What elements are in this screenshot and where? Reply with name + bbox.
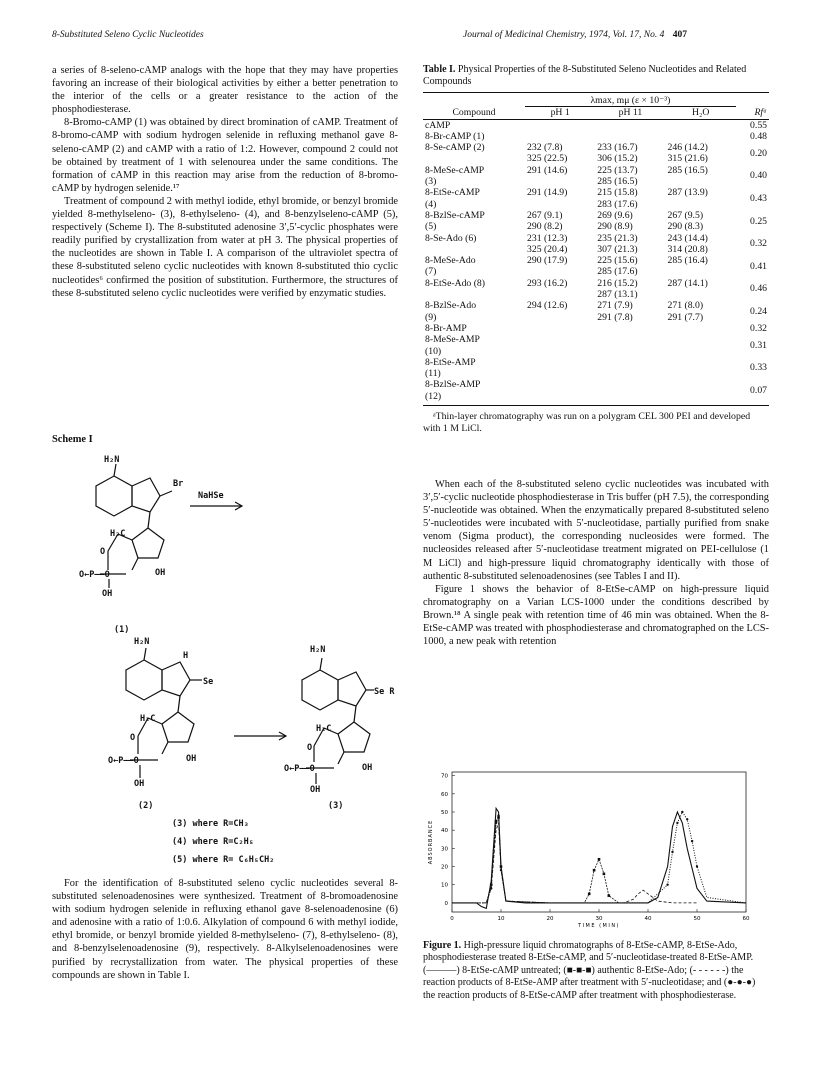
oh-label: OH xyxy=(155,568,166,578)
table-row xyxy=(423,255,769,278)
series-marker-dot xyxy=(681,811,683,813)
table-cell-h2o: 287 (13.9) xyxy=(667,187,708,199)
table-cell-h2o: 243 (14.4) 314 (20.8) xyxy=(667,232,708,255)
y-tick-label: 30 xyxy=(441,846,448,853)
table-cell-ph11 xyxy=(595,357,665,380)
figure-caption xyxy=(423,940,769,1002)
table-cell-ph1 xyxy=(525,119,595,131)
table-cell-h2o: 285 (16.5) xyxy=(667,164,708,176)
p-oh-label: OH xyxy=(102,589,113,599)
lambda-header: λmax, mμ (ε × 10⁻³) xyxy=(525,93,736,107)
table-row xyxy=(423,357,769,380)
y-tick-label: 60 xyxy=(441,791,448,798)
blank-header xyxy=(423,93,525,107)
table-cell-ph1: 232 (7.8) 325 (22.5) xyxy=(527,142,568,165)
table-cell-rf: 0.32 xyxy=(750,322,767,334)
p-oh-label: OH xyxy=(310,785,321,795)
table-cell-ph1 xyxy=(525,323,595,334)
table-body xyxy=(423,119,769,402)
table-row xyxy=(423,187,769,210)
table-cell-ph11 xyxy=(595,379,665,402)
x-tick-label: 10 xyxy=(497,916,505,922)
table-title-text: Physical Properties of the 8-Substituted Seleno Nucleotides and Related Compounds xyxy=(423,64,747,87)
table-label: Table I. xyxy=(423,64,456,75)
y-tick-label: 20 xyxy=(441,864,448,871)
series-marker-dot xyxy=(490,887,492,889)
table-row xyxy=(423,300,769,323)
table-cell-ph11: 225 (15.6) 285 (17.6) xyxy=(597,255,638,278)
x-tick-label: 40 xyxy=(644,916,652,922)
table-cell-ph11 xyxy=(595,323,665,334)
series-marker-dot xyxy=(500,869,502,871)
table-cell-rf: 0.40 xyxy=(750,170,767,182)
imidazole-ring xyxy=(132,478,160,512)
table-cell-rf: 0.07 xyxy=(750,385,767,397)
amine-label: H₂N xyxy=(134,637,150,647)
table-cell-h2o: 285 (16.4) xyxy=(667,255,708,267)
table-cell-ph1 xyxy=(525,357,595,380)
left-column-top xyxy=(52,64,398,300)
table-title xyxy=(423,64,769,88)
series-marker-dot xyxy=(696,865,698,867)
paragraph: Treatment of compound 2 with methyl iodide, ethyl bromide, or benzyl bromide yielded 8-methylseleno- (3), 8-ethylseleno- (4), and 8-benzylseleno-cAMP (5), respectively (Scheme I). The 8-substituted adenosine 3′,5′-cyclic phosphates were readily purified by crystallization from water at pH 3. The physical properties of the nucleotides are shown in Table I. A comparison of the ultraviolet spectra of these 8-substituted seleno cyclic nucleotides with known 8-substituted thio cyclic nucleotides⁶ confirmed the position of substitution. Furthermore, the structures of these 8-substituted seleno cyclic nucleotides were verified by enzymatic studies. xyxy=(52,195,398,299)
table-cell-h2o xyxy=(666,334,736,357)
table-cell-ph11 xyxy=(595,334,665,357)
table-cell-rf: 0.48 xyxy=(750,130,767,142)
table-cell-ph11: 215 (15.8) 283 (17.6) xyxy=(597,187,638,210)
amine-label: H₂N xyxy=(310,645,326,655)
series-line-squares xyxy=(452,817,648,902)
oxygen-label: O xyxy=(307,743,313,753)
x-tick-label: 30 xyxy=(595,916,603,922)
table-cell-rf: 0.41 xyxy=(750,260,767,272)
paragraph: 8-Bromo-cAMP (1) was obtained by direct bromination of cAMP. Treatment of 8-bromo-cAMP with sodium hydrogen selenide in refluxing methanol gave 8-seleno-cAMP (2) and cAMP with a ratio of 1:2. However, compound 2 could not be obtained by treatment of 1 with selenourea under the same conditions. The formation of cAMP in this reaction may arise from the reduction of 8-bromo-cAMP by hydrogen selenide.¹⁷ xyxy=(52,117,398,194)
series-marker-square xyxy=(598,858,601,861)
chromatogram-chart xyxy=(418,764,768,932)
table-cell-ph11: 216 (15.2) 287 (13.1) xyxy=(597,277,638,301)
table-cell-ph1: 267 (9.1) 290 (8.2) xyxy=(527,209,563,233)
table-row xyxy=(423,278,769,301)
table-cell-compound: 8-MeSe-AMP (10) xyxy=(425,334,480,357)
scheme-title: Scheme I xyxy=(52,434,93,445)
table-cell-rf: 0.33 xyxy=(750,362,767,374)
table-cell-rf: 0.20 xyxy=(750,147,767,159)
table-cell-compound: 8-Se-Ado (6) xyxy=(425,232,477,244)
y-tick-label: 0 xyxy=(444,900,448,907)
table-cell-ph11 xyxy=(595,131,665,142)
table-cell-ph1: 290 (17.9) xyxy=(527,255,568,267)
oh-label: OH xyxy=(362,763,373,773)
table-cell-ph1: 231 (12.3) 325 (20.4) xyxy=(527,232,568,255)
series-marker-dot xyxy=(671,851,673,853)
series-marker-square xyxy=(593,869,596,872)
table-cell-ph11: 269 (9.6) 290 (8.9) xyxy=(597,209,633,233)
phosphate-label: O←P——O xyxy=(108,756,139,766)
series-marker-dot xyxy=(676,822,678,824)
plot-frame xyxy=(452,772,746,912)
table-cell-ph1: 293 (16.2) xyxy=(527,277,568,289)
r-group-definition: (5) where R= C₆H₅CH₂ xyxy=(172,855,275,865)
table-cell-h2o: 246 (14.2) 315 (21.6) xyxy=(667,142,708,165)
oxygen-label: O xyxy=(130,733,136,743)
series-marker-dot xyxy=(691,840,693,842)
p-oh-label: OH xyxy=(134,779,145,789)
table-cell-ph11: 271 (7.9) 291 (7.8) xyxy=(597,300,633,323)
table-cell-h2o xyxy=(666,357,736,380)
properties-table xyxy=(423,92,769,402)
table-cell-rf: 0.25 xyxy=(750,215,767,227)
x-tick-label: 0 xyxy=(450,916,454,922)
y-axis-label: ABSORBANCE xyxy=(428,819,434,865)
series-marker-dot xyxy=(666,884,668,886)
h2c-label: H₂C xyxy=(110,529,126,539)
table-cell-rf: 0.46 xyxy=(750,283,767,295)
table-row xyxy=(423,142,769,165)
h2c-label: H₂C xyxy=(140,714,156,724)
table-cell-ph1: 294 (12.6) xyxy=(527,300,568,312)
compound-number: (3) xyxy=(328,801,344,811)
table-cell-compound: 8-MeSe-Ado (7) xyxy=(425,255,476,278)
table-cell-ph11: 233 (16.7) 306 (15.2) xyxy=(597,142,638,165)
paragraph: Figure 1 shows the behavior of 8-EtSe-cAMP on high-pressure liquid chromatography on a Varian LCS-1000 under the conditions described by Brown.¹⁸ A single peak with retention time of 46 min was obtained. When the 8-EtSe-cAMP was treated with phosphodiesterase and chromatographed on the LCS-1000, a new peak with retention xyxy=(423,583,769,648)
x-axis-label: TIME (MIN) xyxy=(577,923,621,929)
table-cell-compound: 8-BzlSe-cAMP (5) xyxy=(425,209,485,233)
scheme-diagram xyxy=(52,448,398,868)
table-cell-ph1 xyxy=(525,334,595,357)
table-cell-compound: 8-EtSe-cAMP (4) xyxy=(425,187,480,210)
table-row xyxy=(423,119,769,131)
phosphate-label: O←P——O xyxy=(284,764,315,774)
r-group-definition: (3) where R=CH₃ xyxy=(172,819,249,829)
amine-label: H₂N xyxy=(104,455,120,465)
compound-number: (2) xyxy=(138,801,154,811)
table-cell-ph11 xyxy=(595,119,665,131)
table-cell-compound: 8-Se-cAMP (2) xyxy=(425,142,485,154)
table-cell-rf: 0.32 xyxy=(750,238,767,250)
table-cell-compound: 8-Br-AMP xyxy=(425,322,467,334)
table-cell-ph1 xyxy=(525,379,595,402)
table-cell-compound: 8-BzlSe-Ado (9) xyxy=(425,300,477,323)
page-number: 407 xyxy=(672,30,687,40)
paragraph: When each of the 8-substituted seleno cyclic nucleotides was incubated with 3′,5′-cyclic nucleotide phosphodiesterase in Tris buffer (pH 7.5), the corresponding 5′-nucleotide was obtained. When the enzymatically prepared 8-substituted seleno 5′-nucleotides were incubated with 5′-nucleotidase, partially purified from snake venom (Sigma product), the corresponding nucleosides were formed. The nucleosides released after 5′-nucleotidase treatment migrated on PEI-cellulose (1 M LiCl) and high-pressure liquid chromatography identically with those of authentic 8-substituted selenoadenosines (see Tables I and II). xyxy=(423,479,769,582)
ser-label: Se R xyxy=(374,687,395,697)
x-tick-label: 20 xyxy=(546,916,554,922)
table-cell-ph1: 291 (14.9) xyxy=(527,187,568,199)
table-row xyxy=(423,334,769,357)
table-cell-compound: cAMP xyxy=(425,119,451,131)
table-cell-h2o xyxy=(666,379,736,402)
column-header-compound: Compound xyxy=(452,106,496,118)
r-group-definition: (4) where R=C₂H₅ xyxy=(172,837,254,847)
series-marker-square xyxy=(603,873,606,876)
table-row xyxy=(423,379,769,402)
table-row xyxy=(423,210,769,233)
table-cell-h2o: 267 (9.5) 290 (8.3) xyxy=(667,209,704,233)
table-cell-h2o xyxy=(666,131,736,142)
y-tick-label: 10 xyxy=(441,882,448,889)
series-line-dots xyxy=(452,812,746,903)
left-column-bottom xyxy=(52,877,398,982)
series-marker-square xyxy=(588,893,591,896)
table-cell-h2o xyxy=(666,323,736,334)
table-cell-ph1: 291 (14.6) xyxy=(527,164,568,176)
hydrogen-label: H xyxy=(183,651,189,661)
table-footnote: ᵃThin-layer chromatography was run on a polygram CEL 300 PEI and developed with 1 M LiCl. xyxy=(423,405,769,435)
table-cell-compound: 8-Br-cAMP (1) xyxy=(425,130,485,142)
paragraph: For the identification of 8-substituted seleno cyclic nucleotides several 8-substituted selenoadenosines were synthesized. Treatment of 8-bromoadenosine with sodium hydrogen selenide in refluxing ethanol gave 8-selenoadenosine (6) and adenosine with a ratio of 1:0.6. Alkylation of compound 6 with methyl iodide, ethyl bromide, or benzyl bromide yielded 8-methylseleno- (7), 8-ethylseleno- (8), and 8-benzylselenoadenosine (9), respectively. 8-Alkylselenoadenosines were purified by recrystallization from water. The physical properties of these compounds are shown in Table I. xyxy=(52,878,398,981)
series-marker-dot xyxy=(686,818,688,820)
series-marker-square xyxy=(608,894,611,897)
table-cell-compound: 8-BzlSe-AMP (12) xyxy=(425,379,481,402)
series-marker-dot xyxy=(495,822,497,824)
table-cell-compound: 8-EtSe-AMP (11) xyxy=(425,356,476,380)
table-cell-h2o: 271 (8.0) 291 (7.7) xyxy=(667,300,704,323)
x-tick-label: 50 xyxy=(693,916,701,922)
phosphate-label: O←P——O xyxy=(79,570,110,580)
table-row xyxy=(423,131,769,142)
h2c-label: H₂C xyxy=(316,724,332,734)
table-cell-h2o xyxy=(666,119,736,131)
column-header-ph1: pH 1 xyxy=(550,107,570,119)
journal-citation: Journal of Medicinal Chemistry, 1974, Vol. 17, No. 4 xyxy=(463,30,665,40)
table-cell-rf: 0.55 xyxy=(750,119,767,131)
table-cell-rf: 0.31 xyxy=(750,339,767,351)
table-row xyxy=(423,323,769,334)
table-cell-ph11: 225 (13.7) 285 (16.5) xyxy=(597,164,638,188)
y-tick-label: 70 xyxy=(441,773,448,780)
table-1-block xyxy=(423,64,769,435)
column-header-rf: Rfᵃ xyxy=(754,106,767,118)
table-cell-rf: 0.24 xyxy=(750,305,767,317)
table-cell-h2o: 287 (14.1) xyxy=(667,277,708,289)
column-header-h2o: H₂O xyxy=(691,107,710,119)
oxygen-label: O xyxy=(100,547,106,557)
table-cell-ph11: 235 (21.3) 307 (21.3) xyxy=(597,232,638,255)
table-cell-rf: 0.43 xyxy=(750,193,767,205)
table-cell-compound: 8-MeSe-cAMP (3) xyxy=(425,164,485,188)
table-cell-ph1 xyxy=(525,131,595,142)
compound-number: (1) xyxy=(114,625,130,635)
series-marker-dot xyxy=(497,814,499,816)
figure-label: Figure 1. xyxy=(423,940,462,951)
bromine-label: Br xyxy=(173,479,184,489)
y-tick-label: 50 xyxy=(441,810,448,816)
selenium-label: Se xyxy=(203,677,214,687)
right-column-text xyxy=(423,478,769,648)
running-header-left: 8-Substituted Seleno Cyclic Nucleotides xyxy=(52,30,204,40)
figure-caption-text: High-pressure liquid chromatographs of 8-EtSe-cAMP, 8-EtSe-Ado, phosphodiesterase treated 8-EtSe-cAMP, and 5′-nucleotidase-treated 8-EtSe-AMP. (———) 8-EtSe-cAMP untreated; (■-■-■) authentic 8-EtSe-Ado; (- - - - - -) the reaction products of 8-EtSe-AMP after treatment with 5′-nucleotidase; and (●-●-●) the reaction products of 8-EtSe-cAMP after treatment with phosphodiesterase. xyxy=(423,940,756,1001)
pyrimidine-ring xyxy=(96,476,132,516)
reagent-label: NaHSe xyxy=(198,491,224,501)
table-row xyxy=(423,165,769,188)
paragraph: a series of 8-seleno-cAMP analogs with the hope that they may have properties favoring an increase of their biological activities by either a better penetration to the interior of the cells or a greater resistance to the action of the phosphodiesterase. xyxy=(52,65,398,116)
y-tick-label: 40 xyxy=(441,828,448,835)
oh-label: OH xyxy=(186,754,197,764)
ribose-ring xyxy=(132,528,164,558)
x-tick-label: 60 xyxy=(742,916,750,922)
table-cell-compound: 8-EtSe-Ado (8) xyxy=(425,277,485,289)
blank-header xyxy=(736,93,769,107)
column-header-ph11: pH 11 xyxy=(618,107,643,119)
running-header-right xyxy=(463,30,687,40)
table-row xyxy=(423,233,769,256)
